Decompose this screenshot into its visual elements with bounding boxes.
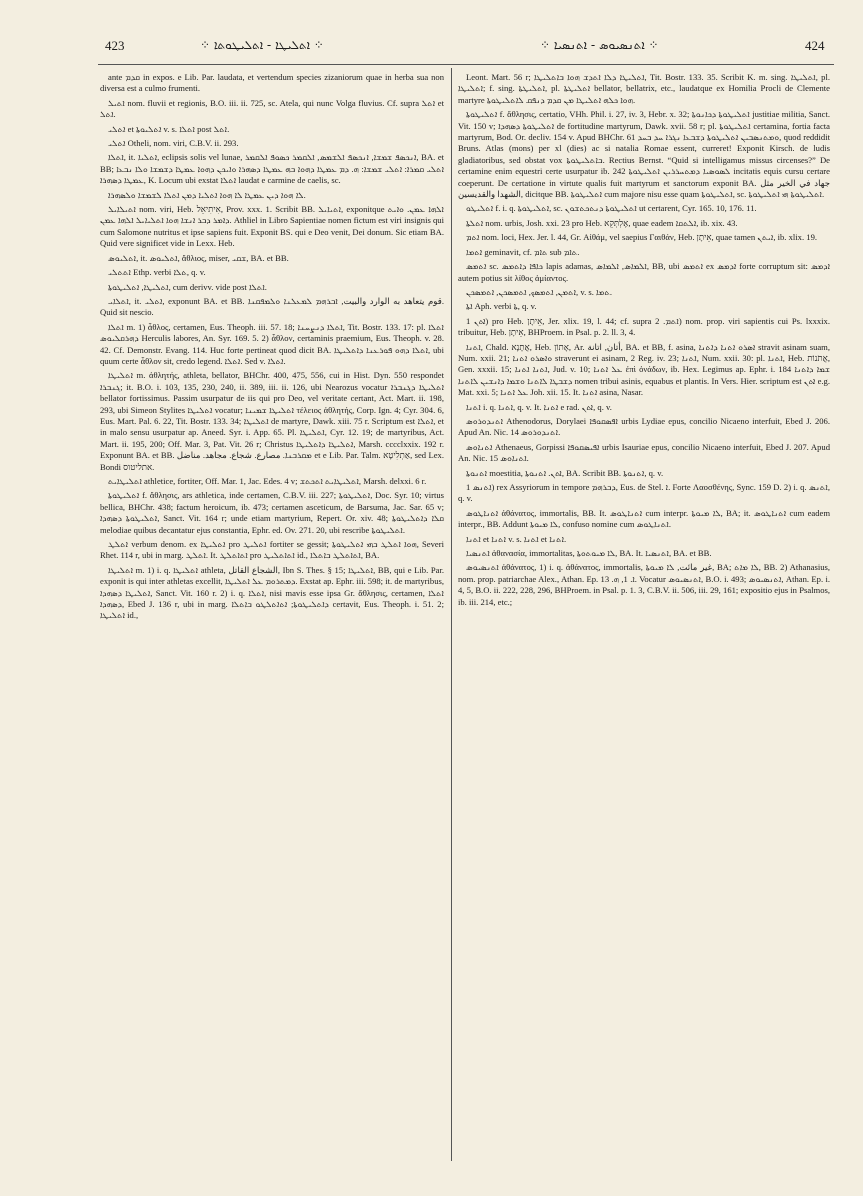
entry: ܐܬܢܐܘܣ Athenaeus, Gorpissi ܐܦܝܣܩܘܦܐ urbis Isauriae epus, concilio Nicaeno interfuit, Ebed J. 207. Apud An. Nic. 15 ܐܬܢܐܘܣ. [458,441,830,464]
right-page-number: 424 [805,38,825,53]
entry: ܐܬܢܐ, Chald. אֲתָנָא, Heb. אָתוֹן, Ar. أتان, اتانة, BA. et BB, f. asina, ܐܣܪܘ ܐܬܢܐ ܕܐܬܢܐ stravit asinam suam, Num. xxii. 21; ܘܐܣܪܘ ܐܬܢܐ straverunt ei asinam, 2 Reg. iv. 23; ܐܬܢܐ, Num. xxii. 30: pl. ܐܬܢܐ, Heb. אֲתֹנוֹת, Gen. xxxii. 15; ܐܬܢܐ ܐܬܢܐ, Jud. v. 10; ܥܠ ܐܬܢܐ ἐπὶ ὀνάδων, ib. Hex. Legimus ap. Ephr. i. 184 ܫܡܐ ܕܐܬܢܐ ܕܫܒܛܐ ܠܐܬܢܐ ܘܫܡܐ ܕܐܢܫܝܢ ܠܐܬܢܐ nomen tribui asinis, equabus et plantis. In Vers. Hier. scriptum est ܐܬܢ e.g. Mat. xxi. 5; ܥܠ ܐܬܢܐ Joh. xii. 15. It. ܐܬܢܐ asina, Nasar. [458,341,830,398]
entry: ܐܬܝܠ nom. fluvii et regionis, B.O. iii. ii. 725, sc. Atela, qui nunc Volga fluvius. Cf. supra ܐܬܠ et ܐܬܠ. [100,97,444,120]
entry: ܐܬܠܝܛܘܬܐ f. ἄθλησις, ars athletica, inde certamen, C.B.V. iii. 227; ܐܬܠܝܛܘܬܐ, Doc. Syr. 10; virtus bellica, BHChr. 438; factum heroicum, ib. 473; certamen asceticum, de Barsuma, Jac. Sar. 65 v; ܐܬܠܝܛܘܬܐ ܕܣܗܕܐ, Sanct. Vit. 164 r; unde etiam martyrium, Repert. Or. xiv. 48; ܩܠܐ ܕܐܬܠܝܛܘܬܐ melodiae quibus decantatur ejus constantia, Ephr. ed. Ov. 271. 20, ubi rescribe ܐܬܠܝܛܘܬܐ. [100,490,444,535]
entry: ܐܬܢܐ i. q. ܐܬܢܐ, q. v. It. ܐܬܢܐ e rad. ܐܬܢ, q. v. [466,401,612,412]
entry: ܐܬܠܐܝ, it. ܐܬܠܝ, exponunt BA. et BB. قوم يتعاهد به الوارد والبيت, ܐܒܪܗܡ ܠܡܥܠܢܐ ܘܠܡܦܩܢܐ. Quid sit nescio. [100,295,444,318]
entry: ܐܬܠܐ, it. ܐܬܠܝܐ, eclipsis solis vel lunae, ܐܢܟܣܦ ܫܡܫܐ, ܐܢܟܣܦ ܐܠܫܡܣ, ܐܠܩܡܪ ܟܣܘܦ ܐܠܩܡܪ, BA. et BB; ܐܬܠܝ ܩܡܪܐ: ܐܬܠܝ ܫܡܫܐ: ܗ. ܕܡ ܥܡܛܐ ܕܗܘܐ ܒܗ ܥܡܛܐ ܕܣܗܪܐ ܘܐܝܟܢ ܕܗܘܐ ܥܡܛܐ ܕܫܡܫܐ ܘܠܐ ܢܒܥܐ ܥܡܛܐ ܕܣܗܪܐ, K. Locum ubi exstat ܐܬܠܐ laudat e carmine de caelis, sc. [100,152,444,186]
header-rule [98,64,834,65]
entry: ܐܬܠܛ verbum denom. ex ܐܬܠܝܛܐ pro ܐܬܠܝܛ fortiter se gessit; ܗܘܐ ܐܬܠܛ ܒܗܝ ܐܬܠܝܛܘܬܐ, Severi Rhet. 114 r, ubi in marg. ܐܬܠܛ. It. ܐܬܐܬܠܛ pro ܐܬܐܬܠܝܛ id., ܐܬܐܬܠܛ ܒܐܬܠܐ, BA. [100,539,444,561]
entry: ܐܬܠܝ et ܐܬܠܝܘܬܐ v. s. ܐܬܠܐ post ܐܬܠ. [108,123,230,134]
entry: ܐܬܠܝܛܘܬܐ f. ἄθλησις, certatio, VHh. Phil. i. 27, iv. 3, Hebr. x. 32; ܐܬܠܝܛܘܬܐ ܕܟܐܢܘܬܐ justitiae militia, Sanct. Vit. 150 v; ܐܬܠܝܛܘܬܐ ܕܣܗܕܐ de fortitudine martyrum, Dawk. xvii. 58 r; pl. ܐܬܠܝܛܘܬܐ certamina, fortia facta martyrum, Bod. Or. decliv. 154 v. Apud BHChr. 61 ܘܡܬܢܣܒܝܢ ܐܬܠܝܛܘܬܐ ܕܫܒܥܐ ܢܓܪܐ ܚܕ ܒܚܕ, quod reddidit Bruns. Atlas (mons) per xl (dies) ac si natalia Romae essent, curreret! Exponit Kirsch. de ludis gladiatoribus, sed obstat vox ܒܐܬܠܝܛܘܬܐ. Rectius Bernst. “Quid si intelligamus missus circenses?” De certamine enim equestri certe usurpatur ib. 242 ܠܣܘܣܝܐ ܕܡܬܚܪܪܝܢ ܐܬܠܝܛܘܬܐ incitatis equis cursu certare coeperunt. De certatione in virtute qualis fuit martyrum et sanctorum exponit BA. جهاد في الخير مثل الشهدا والقديسين, dicitque BB. ܐܬܠܝܛܘܬܐ cum majore nisu esse quam ܐܬܠܝܛܘܬܐ, sc. ܐܬܠܝܛܘܬܐ ܗܝ ܐܬܠܝܛܘܬܐ. [458,109,830,200]
right-column [458,72,830,1162]
page-header [0,0,863,62]
entry: ܐܬܠܝܛܐܝܬ athletice, fortiter, Off. Mar. 1, Jac. Edes. 4 v; ܐܬܠܝܛܐܝܬ ܐܬܟܬܫ, Marsh. delxxi. 6 r. [108,476,427,486]
entry: ܐܬܡܣ sc. ܟܐܦܐ ܕܐܬܡܣ lapis adamas, ܐܠܡܐܣ, ܐܠܡܐܣ, BB, ubi ܐܬܡܣ ex ܐܕܡܣ forte corruptum sit: ܐܕܡܣ autem potius sit λίθος ἀμίαντος. [458,261,830,283]
entry: ܐܬܢܐܛܘܣ ἀθάνατος, immortalis, BB. It. ܐܬܢܐܛܘܣ cum interpr. ܠܐ ܡܝܘܬܐ, BA; it. ܐܬܢܐܛܘܣ cum eadem interpr., BB. Addunt ܠܐ ܡܝܘܬܐ, confuso nomine cum ܐܬܢܐܛܘܣ. [458,507,830,530]
entry: ܐܬܢܣܝܐ ἀθανασία, immortalitas, ܠܐ ܡܝܘܬܘܬܐ, BA. It. ܐܬܢܣܝܐ, BA. et BB. [466,548,712,559]
left-column [100,72,444,1162]
entry: ܐܬܢܐ et ܐܬܢܐ v. s. ܐܬܢܐ et ܐܬܢܐ. [466,533,567,544]
entry: ܐܬܢܕܘܪܘܣ Athenodorus, Dorylaei ܐܦܣܩܘܦܐ urbis Lydiae epus, concilio Nicaeno interfuit, Ebed J. 206. Apud An. Nic. 14 ܐܬܢܕܘܪܘܣ. [458,415,830,438]
entry: ܐܬܢܣ 1) rex Assyriorum in tempore ܕܒܪܗܡ, Eus. de Stel. ܐ. Forte Λαοσθένης, Sync. 159 D. 2) i. q. ܐܬܢܣ, q. v. [458,482,830,504]
entry: ܐܬܡ nom. loci, Hex. Jer. l. 44, Gr. Αἰθάμ, vel saepius Γαιθάν, Heb. אֵיתָן, quae tamen ܐܝܬܢ, ib. xlix. 19. [466,232,818,243]
left-page-number: 423 [105,38,125,53]
entry: ܐܬܡܢ, ܐܬܡܣܟ, ܐܬܡܣܟܢ, ܐܬܡܣܟܢ, v. s. ܬܡܐ. [466,286,612,297]
entry: ܐܬܠܝܛܐ, ܐܬܠܝܛܘܬܐ, cum derivv. vide post ܐܬܠܐ. [108,281,267,292]
entry: ante ܩܕܡ in expos. e Lib. Par. laudata, et vertendum species zizaniorum quae in herba sua non diversa est a culmo frumenti. [100,72,444,94]
entry: ܠܐ ܗܘܐ ܕܝܢ ܥܡܛܐ ܠܐ ܗܘܐ ܐܬܠܝܐ ܕܡܢ ܐܬܠܐ ܠܫܡܫܐ ܘܠܣܗܪܐ. [108,189,306,200]
entry: ܐܬܢܘܬܐ moestitia, ܐܬܢ. ܐܬܢܘܬܐ, BA. Scribit BB. ܐܬܢܘܬܐ, q. v. [466,467,664,478]
entry: ܐܬܠܝܛܐ m. 1) i. q. ܐܬܠܝܛܐ athleta, الشجاع القاتل, Ibn S. Thes. § 15; ܐܬܠܝܛܐ, BB, qui e Lib. Par. exponit is qui inter athletas excellit, ܕܡܬܪܘܡ ܥܠ ܐܬܠܝܛܐ. Exstat ap. Ephr. iii. 598; it. de martyribus, ܐܬܠܝܛܐ ܕܣܗܕܐ, Sanct. Vit. 160 r. 2) i. q. ܐܬܠܐ, nisi mavis esse ipsa Gr. ἄθλησις, certamen, ܐܬܠܐ ܕܣܗܕܐ, Ebed J. 136 r, ubi in marg. ܕܐܬܠܝܛܘܬܐ; ܐܬܐܬܠܛܘ ܒܐܬܠܐ certavit, Eus. Theoph. i. 51. 2; ܐܬܠܝܛܐ id., [100,564,444,621]
left-running-head: ⁘ ܐܬܠܝܛܐ - ܐܬܠܝܛܘܬܐ ⁘ [200,38,324,52]
entry: ܐܬܠܐ m. 1) ἆθλος, certamen, Eus. Theoph. iii. 57. 18; ܐܬܠܐ ܕܢܨܚܢܐ, Tit. Bostr. 133. 17: pl. ܐܬܠܐ ܕܗܪܩܠܝܘܣ Herculis labores, An. Syr. 169. 5. 2) ἆθλον, certaminis praemium, Eus. Theoph. v. 28. 42. Cf. Demonstr. Evang. 114. Huc forte pertineat quod dicit BA. ܐܬܠܐ ܕܗܘ ܦܘܪܥܢܐ ܕܐܬܠܝܛܐ, ubi quum certe ἆθλον sit, credo legend. ܐܬܠܐ. Sed v. ܐܬܠܐ. [100,321,444,366]
entry: ܐܬܠܝ Otheli, nom. viri, C.B.V. ii. 293. [108,138,239,149]
right-running-head: ⁘ ܐܬܢܣܝܘܣ - ܐܬܢܣܝܐ ⁘ [540,38,659,52]
entry: ܐܬܠܝܛܘ f. i. q. ܐܬܠܝܛܘܬܐ, sc. ܐܬܠܝܛܘܬܐ ܕܢܬܟܬܫܘܢ ut certarent, Cyr. 165. 10, 176. 11. [466,203,757,214]
entry: ܐܬܝܠܐܝܠ nom. viri, Heb. אִיתִיאֵל, Prov. xxx. 1. Scribit BB. ܐܬܝܐܝܠ, exponitque ܐܠܗܐ ܥܡܢ. ܘܐܝܬ ܕܐܡܪ ܕܒܪ ܐܢܫܐ ܗܘܐ ܐܬܠܝܐܝܠ ܐܠܗܐ ܥܡܢ. Athliel in Libro Sapientiae nomen fictum est viri insignis qui cum Salomone nutritus et ipse sapiens fuit. Exponit BS. qui e Deo venit, Dei donum. Sic etiam BA. Quid vere significet vide in Lexx. Heb. [100,204,444,249]
entry: ܐܬܡܐ geminavit, cf. ܬܐܡ sub ܬܐܡ. [466,246,580,257]
entry: ܐܬܢܣܝܘܣ ἀθάνατος, 1) i. q. ἀθάνατος, immortalis, غير مائت, ܠܐ ܡܝܘܬܐ, BA; ܠܐ ܡܐܬ, BB. 2) Athanasius, nom. prop. patriarchae Alex., Athan. Ep. ܐ. 1, ܗ. 13. Vocatur ܐܬܢܣܝܘܣ, B.O. i. 493; ܐܬܢܣܝܘܣ, Athan. Ep. i. 4, 5, B.O. ii. 222, 228, 296, BHProem. in Psal. p. 1. 3, C.B.V. ii. 506, iii. 29, 161; expositio ejus in Psalmos, ib. iii. 214, etc.; [458,562,830,607]
entry: ܐܬܠܬܐ nom. urbis, Josh. xxi. 23 pro Heb. אֶלְתְּקֵא, quae eadem ܐܠܬܩܐ, ib. xix. 43. [466,217,738,228]
entry: ܐܬܠܝܛܐ m. ἀθλητής, athleta, bellator, BHChr. 400, 475, 556, cui in Hist. Dyn. 550 respondet ܓܢܒܪܐ; it. B.O. i. 103, 135, 230, 240, ii. 389, iii. ii. 126, ubi Nearozus vocatur ܐܬܠܝܛܐ ܕܓܢܒܪܐ bellator fortissimus. Passim usurpatur de iis qui pro Deo, vel veritate certant, Act. Mart. ii. 198, 293, ubi Simeon Stylites ܐܬܠܝܛܐ vocatur; ܐܬܠܝܛܐ ܫܡܝܢܐ τέλειος ἀθλητής, Corp. Ign. 4; Cyr. 304. 6, Eus. Mart. Pal. 6. 22, Tit. Bostr. 133. 34; ܐܬܠܝܛܐ de martyre, Dawk. xiii. 75 r. Scriptum est ܐܬܠܐ, et in malo sensu usurpatur ap. Aneed. Syr. i. App. 65. Pl. ܐܬܠܝܛܐ, Cyr. 12. 19; de martyribus, Act. Mart. ii. 195, 200; Off. Mar. 3, Pat. Vit. 26 r; Christus ܐܬܠܝܛܐ ܕܐܬܠܝܛܐ, Marsh. cccclxxix. 192 r. Exponunt BA. et BB. ܡܩܪܒܢܐ. مصارع. شجاع. مجاهد. مناضل et e Lib. Par. Talm. אַתְלִיטָא, sed Lex. Bondi אתליטוס. [100,370,444,472]
entry: ܐܬܢ 1) pro Heb. אֵיתָן, Jer. xlix. 19, l. 44; cf. supra ܐܬܡ. 2) nom. prop. viri sapientis cui Ps. lxxxix. tribuitur, Heb. אֵיתָן, BHProem. in Psal. p. 2. ll. 3, 4. [458,315,830,338]
entry: ܐܬܐ Aph. verbi ܬܐ, q. v. [466,301,537,312]
entry: Leont. Mart. 56 r; ܐܬܠܝܛܐ ܕܠܐ ܐܬܕܫ ܗܘܐ ܒܐܬܠܝܛܐ, Tit. Bostr. 133. 35. Scribit K. m. sing. ܐܬܠܝܛܐ, pl. ܐܬܠܝܛܐ; f. sing. ܐܬܠܝܛܬܐ, pl. ܐܬܠܝܛܬܐ bellator, bellatrix, etc., laudatque ex Homilia Procli de Clemente martyre ܗܘܐ ܟܠܗ ܐܬܠܝܛܐ ܡܢ ܩܕܡ ܕܢܦܩ ܠܐܬܠܝܛܘܬܐ. [458,72,830,105]
entry: ܐܬܬܠܝ Ethp. verbi ܬܠܐ, q. v. [108,267,206,278]
column-separator [451,68,452,1161]
entry: ܐܬܠܝܘܣ, it. ܐܬܠܝܘܣ, ἄθλιος, miser, ܫܩܝ, BA. et BB. [108,252,289,263]
